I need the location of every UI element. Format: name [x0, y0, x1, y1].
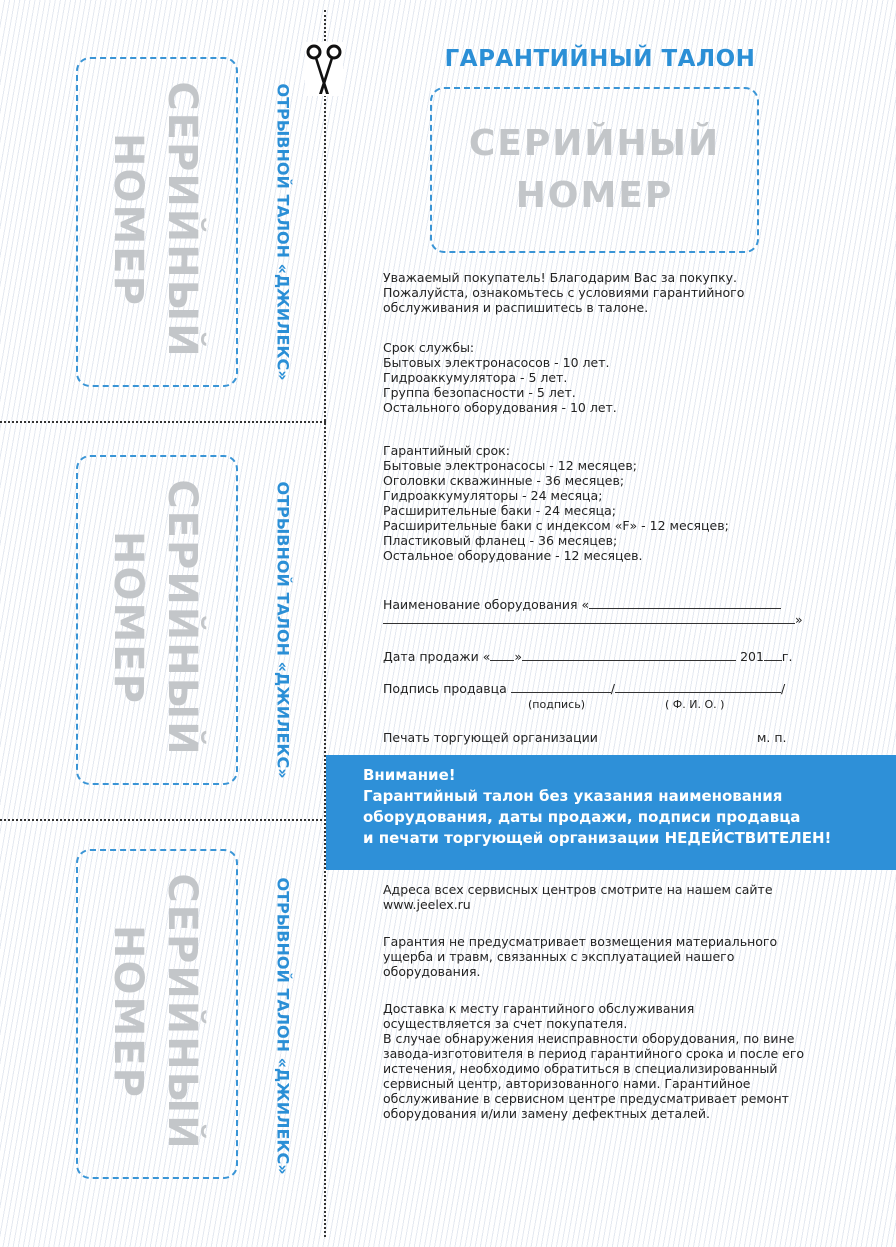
stamp-label: Печать торгующей организации — [383, 730, 598, 745]
stub-label: ОТРЫВНОЙ ТАЛОН «ДЖИЛЕКС» — [273, 481, 293, 779]
page-title: ГАРАНТИЙНЫЙ ТАЛОН — [444, 46, 756, 72]
warranty-section — [383, 443, 729, 563]
stub-serial-text: СЕРИЙНЫЙ НОМЕР — [105, 479, 205, 757]
warranty-heading: Гарантийный срок: — [383, 443, 510, 458]
sale-date-field — [383, 648, 813, 664]
list-item: Расширительные баки с индексом «F» - 12 месяцев; — [383, 518, 729, 533]
date-label: Дата продажи « — [383, 649, 491, 664]
list-item: Расширительные баки - 24 месяца; — [383, 503, 616, 518]
stub-label: ОТРЫВНОЙ ТАЛОН «ДЖИЛЕКС» — [273, 83, 293, 381]
list-item: Остального оборудования - 10 лет. — [383, 400, 617, 415]
service-life-heading: Срок службы: — [383, 340, 475, 355]
warning-text: Внимание! Гарантийный талон без указания наименования оборудования, даты продажи, подписи продавца и печати торгующей организации НЕДЕЙСТВИТЕЛЕН! — [363, 766, 832, 847]
horizontal-tear-line — [0, 819, 326, 821]
equipment-field-line2 — [383, 611, 813, 627]
list-item: Группа безопасности - 5 лет. — [383, 385, 576, 400]
year-input-line[interactable] — [764, 648, 782, 661]
year-suffix: г. — [781, 649, 793, 664]
name-input-line[interactable] — [615, 680, 781, 693]
horizontal-tear-line — [0, 421, 326, 423]
liability-text: Гарантия не предусматривает возмещения материального ущерба и травм, связанных с эксплуатацией нашего оборудования. — [383, 934, 778, 979]
list-item: Бытовые электронасосы - 12 месяцев; — [383, 458, 637, 473]
seller-signature-field — [383, 680, 813, 696]
list-item: Остальное оборудование - 12 месяцев. — [383, 548, 643, 563]
intro-text: Уважаемый покупатель! Благодарим Вас за покупку. Пожалуйста, ознакомьтесь с условиями гарантийного обслуживания и распишитесь в талоне. — [383, 270, 745, 315]
list-item: Пластиковый фланец - 36 месяцев; — [383, 533, 618, 548]
signature-input-line[interactable] — [511, 680, 611, 693]
seller-label: Подпись продавца — [383, 681, 507, 696]
equipment-input-line[interactable] — [383, 611, 795, 624]
address-text: Адреса всех сервисных центров смотрите на нашем сайте www.jeelex.ru — [383, 882, 773, 912]
signature-hint: (подпись) — [528, 698, 585, 711]
stub-serial-text: СЕРИЙНЫЙ НОМЕР — [105, 873, 205, 1151]
list-item: Оголовки скважинные - 36 месяцев; — [383, 473, 625, 488]
equipment-input-line[interactable] — [589, 596, 781, 609]
day-input-line[interactable] — [490, 648, 514, 661]
year-prefix: 201 — [740, 649, 764, 664]
equipment-label: Наименование оборудования « — [383, 597, 590, 612]
list-item: Гидроаккумулятора - 5 лет. — [383, 370, 568, 385]
slash: / — [610, 681, 615, 696]
month-input-line[interactable] — [522, 648, 736, 661]
date-quote: » — [514, 649, 523, 664]
slash: / — [781, 681, 786, 696]
delivery-text: Доставка к месту гарантийного обслуживания осуществляется за счет покупателя. В случае обнаружения неисправности оборудования, по вине завода-изготовителя в период гарантийного срока и после его истечения, необходимо обратиться в специализированный сервисный центр, авторизованного нами. Гарантийное обслуживание в сервисном центре предусматривает ремонт оборудования и/или замену дефектных деталей. — [383, 1001, 805, 1121]
vertical-tear-line — [324, 10, 326, 1237]
scissors-icon — [305, 42, 343, 96]
stub-label: ОТРЫВНОЙ ТАЛОН «ДЖИЛЕКС» — [273, 877, 293, 1175]
list-item: Бытовых электронасосов - 10 лет. — [383, 355, 610, 370]
list-item: Гидроаккумуляторы - 24 месяца; — [383, 488, 603, 503]
name-hint: ( Ф. И. О. ) — [665, 698, 725, 711]
equipment-close: » — [795, 612, 803, 627]
equipment-field — [383, 596, 813, 612]
stamp-abbr: м. п. — [757, 730, 787, 745]
service-life-section — [383, 340, 617, 415]
serial-number-text: СЕРИЙНЫЙ НОМЕР — [468, 123, 721, 216]
stub-serial-text: СЕРИЙНЫЙ НОМЕР — [105, 81, 205, 359]
